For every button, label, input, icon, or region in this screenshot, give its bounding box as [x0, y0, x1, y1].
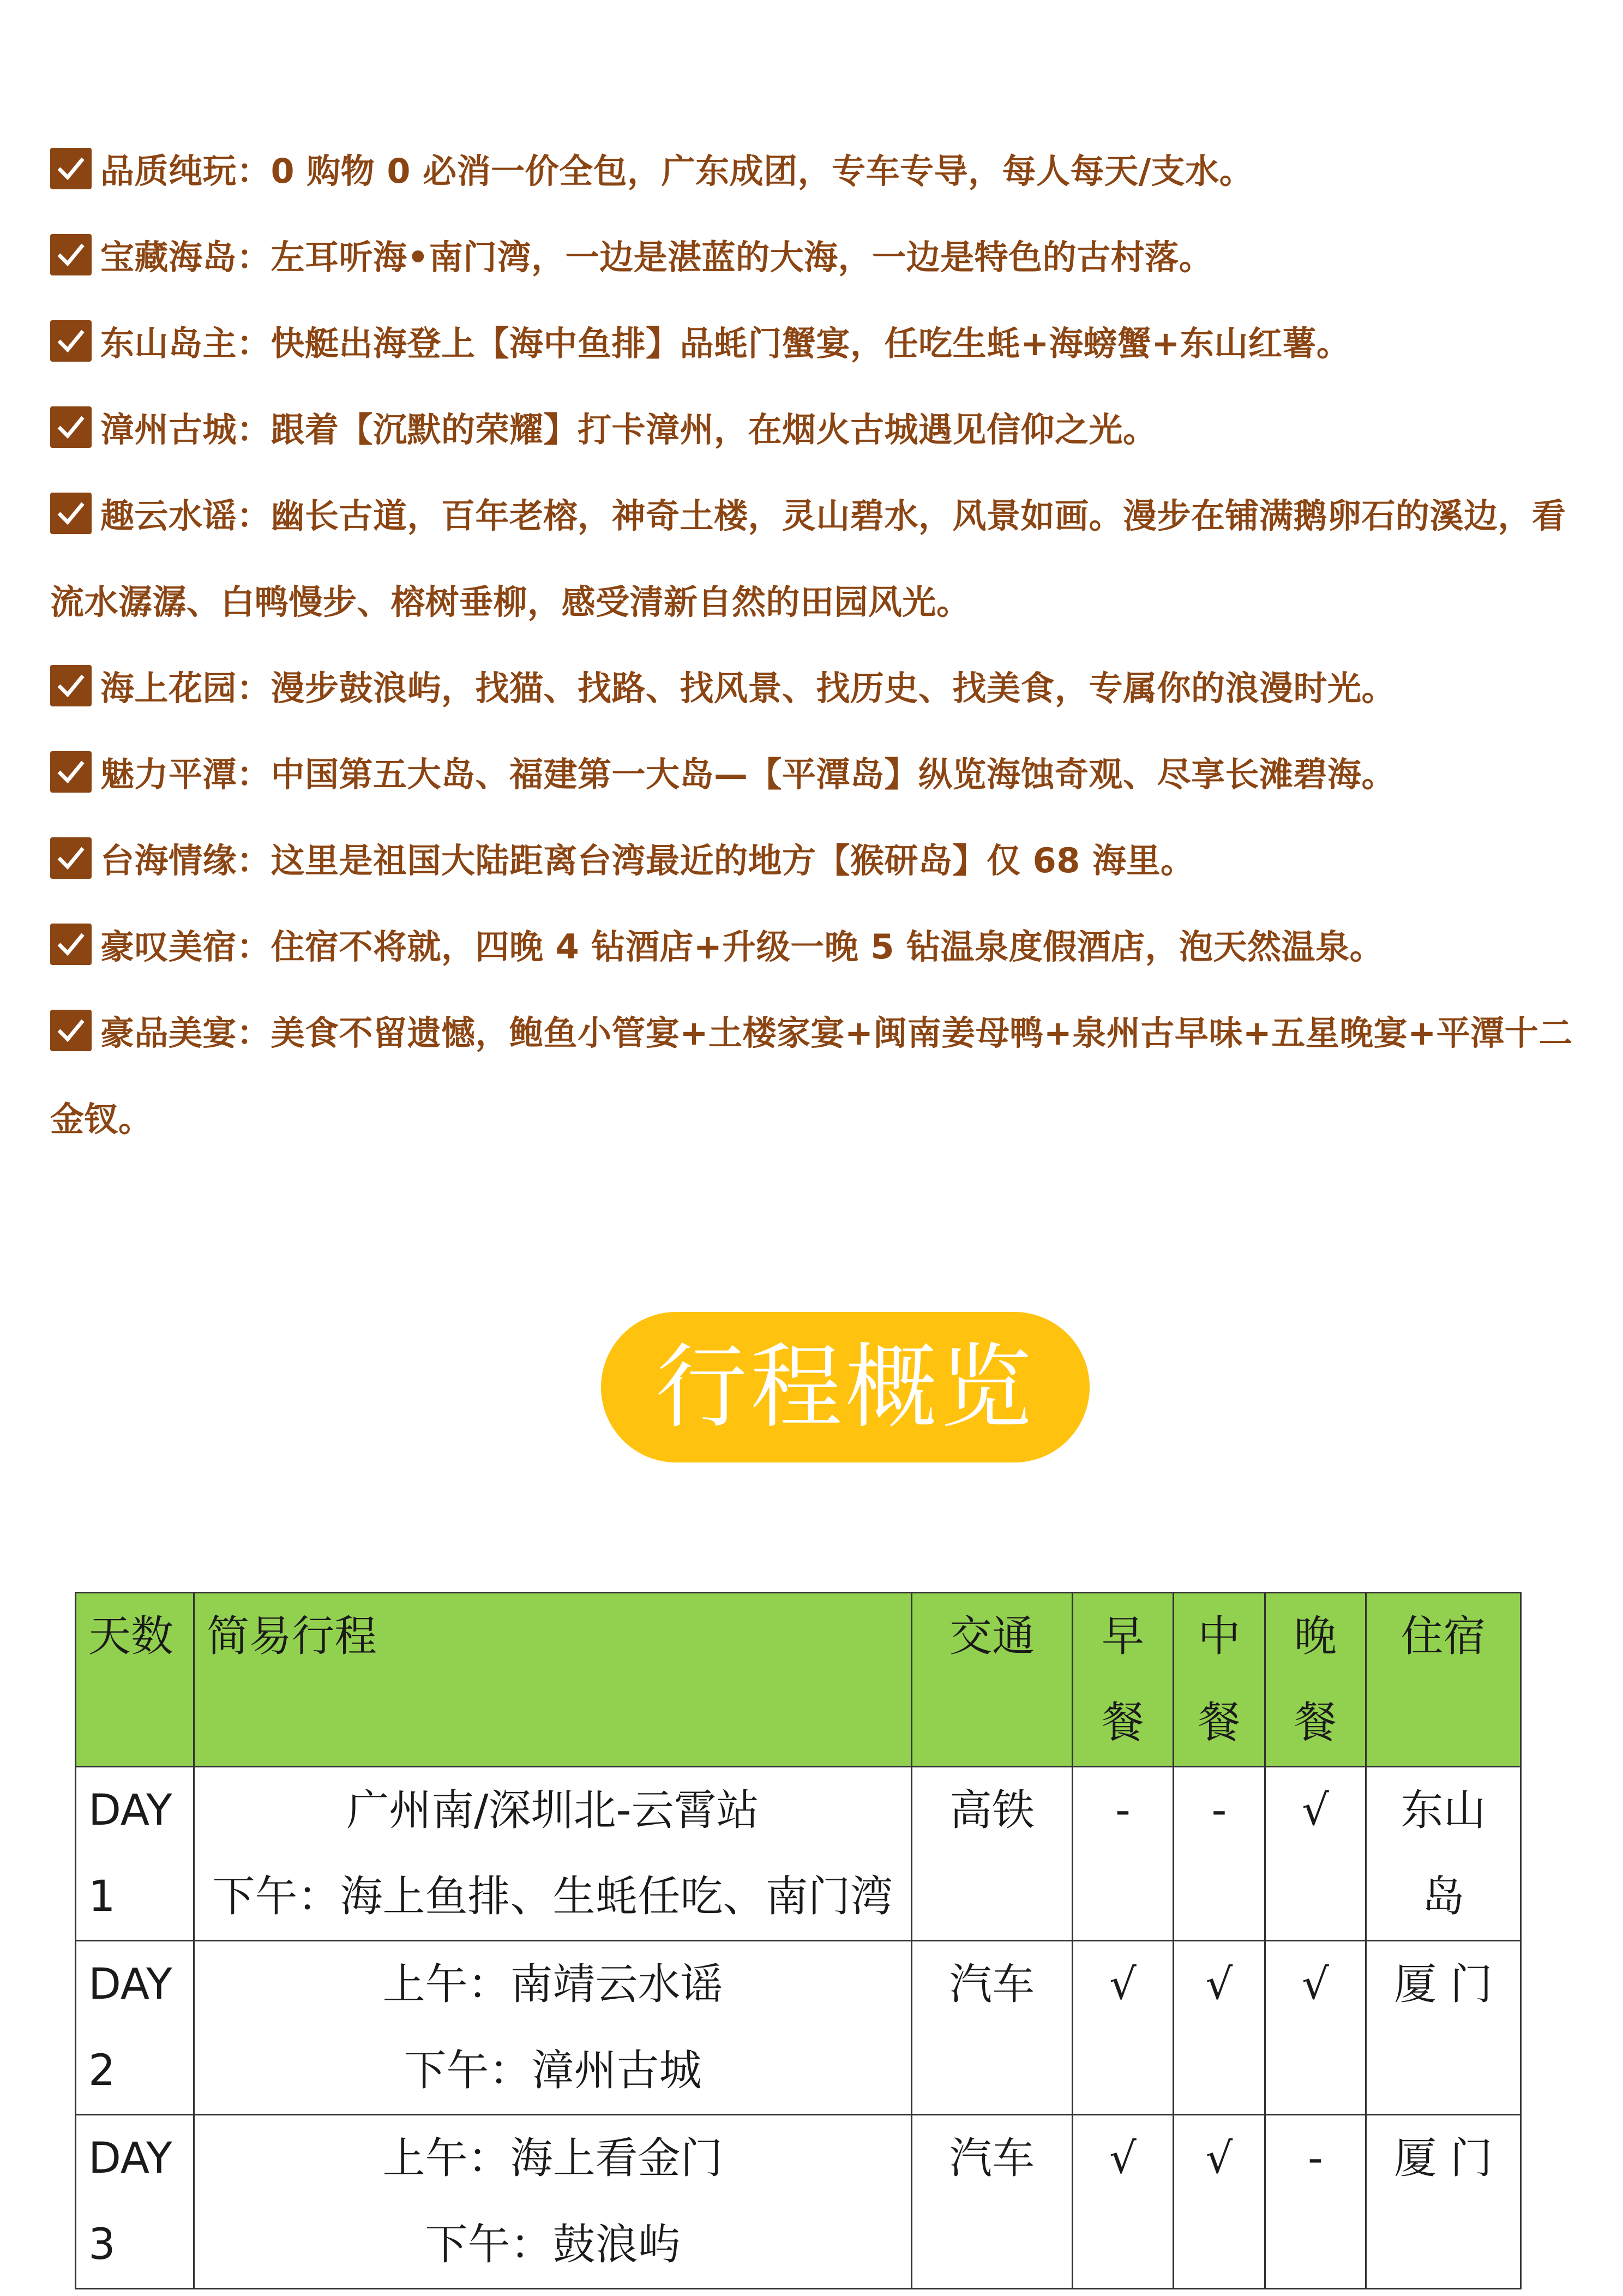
feature-text: 0 购物 0 必消一价全包，广东成团，专车专导，每人每天/支水。 — [270, 151, 1254, 191]
route-line-1: 上午：海上看金门 — [382, 2134, 723, 2183]
feature-item: 趣云水谣：幽长古道，百年老榕，神奇土楼，灵山碧水，风景如画。漫步在铺满鹅卵石的溪边，看流水潺潺、白鸭慢步、榕树垂柳，感受清新自然的田园风光。 — [50, 473, 1594, 645]
cell-day-label: DAY1 — [88, 1786, 172, 1921]
feature-item: 豪品美宴：美食不留遗憾，鲍鱼小管宴+土楼家宴+闽南姜母鸭+泉州古早味+五星晚宴+平潭十二金钗。 — [50, 990, 1594, 1162]
feature-item: 台海情缘：这里是祖国大陆距离台湾最近的地方【猴研岛】仅 68 海里。 — [50, 818, 1594, 904]
cell-day — [76, 2115, 194, 2289]
cell-route — [194, 1767, 912, 1941]
cell-dinner: - — [1265, 2115, 1366, 2289]
cell-day-label: DAY3 — [88, 2134, 172, 2269]
feature-text: 漫步鼓浪屿，找猫、找路、找风景、找历史、找美食，专属你的浪漫时光。 — [270, 668, 1396, 708]
route-line-2: 下午：鼓浪屿 — [425, 2220, 681, 2269]
feature-title: 豪叹美宿 — [100, 927, 237, 967]
checkbox-checked-icon — [50, 493, 92, 534]
feature-title: 品质纯玩 — [100, 151, 237, 191]
cell-dinner: √ — [1265, 1767, 1366, 1941]
table-row — [76, 2115, 1521, 2289]
feature-list — [50, 128, 1594, 1162]
cell-day — [76, 1767, 194, 1941]
feature-text: 幽长古道，百年老榕，神奇土楼，灵山碧水，风景如画。漫步在铺满鹅卵石的溪边，看流水潺潺、白鸭慢步、榕树垂柳，感受清新自然的田园风光。 — [50, 496, 1566, 622]
header-dinner-label: 晚餐 — [1294, 1612, 1337, 1747]
feature-text: 左耳听海•南门湾，一边是湛蓝的大海，一边是特色的古村落。 — [270, 237, 1213, 277]
itinerary-table — [75, 1592, 1522, 2289]
checkbox-checked-icon — [50, 320, 92, 362]
feature-title: 趣云水谣 — [100, 496, 237, 536]
feature-title: 魅力平潭 — [100, 754, 237, 794]
feature-item: 宝藏海岛：左耳听海•南门湾，一边是湛蓝的大海，一边是特色的古村落。 — [50, 214, 1594, 301]
checkbox-checked-icon — [50, 665, 92, 706]
cell-lunch: √ — [1174, 2115, 1265, 2289]
route-line-2: 下午：海上鱼排、生蚝任吃、南门湾 — [212, 1872, 893, 1921]
cell-transport: 汽车 — [912, 2115, 1073, 2289]
cell-breakfast: - — [1073, 1767, 1174, 1941]
feature-text: 跟着【沉默的荣耀】打卡漳州，在烟火古城遇见信仰之光。 — [270, 410, 1157, 449]
cell-lunch: - — [1174, 1767, 1265, 1941]
feature-text: 这里是祖国大陆距离台湾最近的地方【猴研岛】仅 68 海里。 — [270, 841, 1195, 880]
header-stay: 住宿 — [1366, 1593, 1521, 1767]
table-row — [76, 1767, 1521, 1941]
feature-text: 中国第五大岛、福建第一大岛—【平潭岛】纵览海蚀奇观、尽享长滩碧海。 — [270, 754, 1396, 794]
checkbox-checked-icon — [50, 406, 92, 448]
cell-transport: 高铁 — [912, 1767, 1073, 1941]
header-lunch — [1174, 1593, 1265, 1767]
checkbox-checked-icon — [50, 234, 92, 275]
cell-lunch: √ — [1174, 1941, 1265, 2115]
cell-stay — [1366, 1767, 1521, 1941]
feature-item: 魅力平潭：中国第五大岛、福建第一大岛—【平潭岛】纵览海蚀奇观、尽享长滩碧海。 — [50, 732, 1594, 818]
feature-title: 台海情缘 — [100, 841, 237, 880]
checkbox-checked-icon — [50, 1010, 92, 1051]
cell-route — [194, 1941, 912, 2115]
feature-title: 漳州古城 — [100, 410, 237, 449]
table-header-row — [76, 1593, 1521, 1767]
header-day: 天数 — [76, 1593, 194, 1767]
route-line-2: 下午：漳州古城 — [404, 2046, 702, 2095]
cell-breakfast: √ — [1073, 1941, 1174, 2115]
feature-item: 品质纯玩：0 购物 0 必消一价全包，广东成团，专车专导，每人每天/支水。 — [50, 128, 1594, 214]
cell-stay: 厦 门 — [1366, 2115, 1521, 2289]
header-transport: 交通 — [912, 1593, 1073, 1767]
feature-title: 东山岛主 — [100, 323, 237, 363]
section-title: 行程概览 — [601, 1312, 1090, 1462]
header-route: 简易行程 — [194, 1593, 912, 1767]
header-breakfast — [1073, 1593, 1174, 1767]
feature-title: 宝藏海岛 — [100, 237, 237, 277]
header-dinner — [1265, 1593, 1366, 1767]
feature-item: 东山岛主：快艇出海登上【海中鱼排】品蚝门蟹宴，任吃生蚝+海螃蟹+东山红薯。 — [50, 301, 1594, 387]
cell-breakfast: √ — [1073, 2115, 1174, 2289]
cell-route — [194, 2115, 912, 2289]
feature-text: 美食不留遗憾，鲍鱼小管宴+土楼家宴+闽南姜母鸭+泉州古早味+五星晚宴+平潭十二金钗。 — [50, 1013, 1573, 1139]
cell-day — [76, 1941, 194, 2115]
feature-item: 漳州古城：跟着【沉默的荣耀】打卡漳州，在烟火古城遇见信仰之光。 — [50, 387, 1594, 473]
checkbox-checked-icon — [50, 148, 92, 189]
header-lunch-label: 中餐 — [1198, 1612, 1241, 1747]
feature-text: 住宿不将就，四晚 4 钻酒店+升级一晚 5 钻温泉度假酒店，泡天然温泉。 — [270, 927, 1384, 967]
route-line-1: 上午：南靖云水谣 — [382, 1960, 723, 2009]
table-row — [76, 1941, 1521, 2115]
cell-stay: 厦 门 — [1366, 1941, 1521, 2115]
cell-transport: 汽车 — [912, 1941, 1073, 2115]
checkbox-checked-icon — [50, 751, 92, 793]
feature-item: 海上花园：漫步鼓浪屿，找猫、找路、找风景、找历史、找美食，专属你的浪漫时光。 — [50, 645, 1594, 732]
cell-stay-label: 东山岛 — [1400, 1786, 1486, 1921]
header-breakfast-label: 早餐 — [1101, 1612, 1144, 1747]
feature-title: 海上花园 — [100, 668, 237, 708]
feature-text: 快艇出海登上【海中鱼排】品蚝门蟹宴，任吃生蚝+海螃蟹+东山红薯。 — [270, 323, 1351, 363]
feature-item: 豪叹美宿：住宿不将就，四晚 4 钻酒店+升级一晚 5 钻温泉度假酒店，泡天然温泉。 — [50, 904, 1594, 990]
checkbox-checked-icon — [50, 924, 92, 965]
feature-title: 豪品美宴 — [100, 1013, 237, 1053]
cell-dinner: √ — [1265, 1941, 1366, 2115]
route-line-1: 广州南/深圳北-云霄站 — [346, 1786, 759, 1835]
checkbox-checked-icon — [50, 837, 92, 879]
cell-day-label: DAY2 — [88, 1960, 172, 2095]
